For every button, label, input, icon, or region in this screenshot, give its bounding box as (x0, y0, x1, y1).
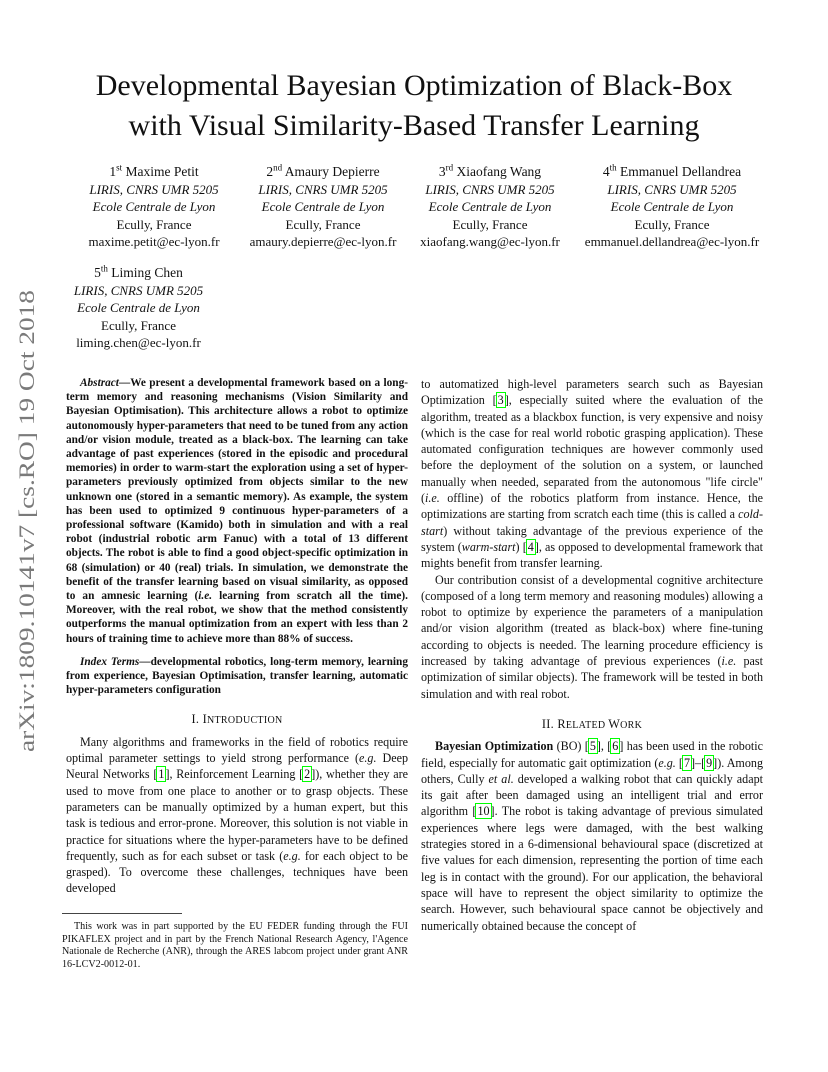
text-run-italic: i.e. (425, 491, 440, 506)
text-run-italic: i.e. (721, 654, 737, 669)
author-location: Ecully, France (452, 216, 528, 232)
author-block-3 (407, 163, 573, 251)
funding-footnote: This work was in part supported by the EU FEDER funding through the FUI PIKAFLEX project and in part by the French National Research Agency, l'Agence Nationale de Recherche (ANR), through the ARES labcom project under grant ANR 16-LCV2-0012-01. (62, 921, 408, 971)
arxiv-identifier-stamp[interactable] (8, 290, 44, 755)
text-run-italic: e.g. (283, 848, 301, 863)
text-run-italic: cold-start (421, 507, 763, 538)
author-email[interactable]: emmanuel.dellandrea@ec-lyon.fr (584, 234, 760, 249)
text-run: ], especially suited where the evaluation of the algorithm, treated as a blackbox function, is very expensive and noisy (which is the case for real world robotic grasping application). These automated configuration techniques are however commonly used before the deployment of the solution on a system, or launched manually when needed, separated from the autonomous "life circle" ( (421, 393, 763, 506)
right-paragraph-2 (421, 572, 763, 702)
citation-link-2[interactable]: 2 (304, 767, 311, 782)
author-block-1 (69, 163, 239, 251)
citation-link-9[interactable]: 9 (706, 755, 713, 770)
text-run: [ (675, 755, 683, 770)
author-name: Amaury Depierre (284, 164, 380, 179)
author-institution: Ecole Centrale de Lyon (92, 199, 216, 214)
text-run: past optimization of similar objects). The framework will be tested in both simulation and with real robot. (421, 654, 763, 701)
author-affiliation: LIRIS, CNRS UMR 5205 (73, 282, 204, 298)
right-paragraph-3 (421, 738, 763, 934)
author-ordinal: 4 (602, 164, 610, 179)
text-run-italic: et al. (488, 771, 514, 786)
abstract-label: Abstract (80, 377, 119, 389)
text-run: ], [ (596, 739, 612, 754)
author-institution: Ecole Centrale de Lyon (261, 199, 385, 214)
text-run: ]–[ (691, 755, 706, 770)
text-run: ] has been used in the robotic field, especially for automatic gait optimization ( (421, 739, 763, 770)
author-name: Emmanuel Dellandrea (620, 164, 742, 179)
text-run: (BO) [ (553, 739, 589, 754)
text-run: ]), whether they are used to move from one place to another or to grasp objects. These parameters can be manually optimized by a human expert, but this task is tedious and error-prone. Moreover, this solution is not viable in practice for situations where the hyper-parameters have to be defined frequently, such as for each subset or task ( (66, 767, 408, 863)
citation-link-5[interactable]: 5 (589, 739, 596, 754)
right-column (421, 376, 763, 934)
text-run: ) [ (515, 539, 527, 554)
text-run: developed a walking robot that can quickly adapt its gait after been damaged using an intelligent trial and error algorithm [ (421, 771, 763, 819)
author-institution: Ecole Centrale de Lyon (428, 199, 552, 214)
citation-link-4[interactable]: 4 (527, 539, 534, 554)
author-ordinal: 3 (438, 164, 446, 179)
text-run: ) without taking advantage of the previous experience of the system ( (421, 523, 763, 554)
arxiv-id-text: arXiv:1809.10141v7 [cs.RO] 19 Oct 2018 (14, 380, 39, 752)
author-affiliation: LIRIS, CNRS UMR 5205 (425, 181, 555, 197)
author-ordinal-suffix: th (609, 162, 617, 173)
author-location: Ecully, France (285, 216, 361, 232)
text-run: offline) of the robotics platform from instance. Hence, the optimizations are starting from scratch each time (this is called a (421, 491, 763, 522)
citation-link-1[interactable]: 1 (158, 767, 165, 782)
section-title-cap: W (608, 716, 621, 731)
section-title: NTRODUCTION (207, 715, 283, 727)
author-name: Liming Chen (111, 265, 183, 280)
text-run: ]. The robot is taking advantage of previous simulated experiences where legs were damaged, with the best walking strategies stored in a 6-dimensional behavioural space (discretized at five values for each dimension, representing the portion of time each leg is in contact with the ground). For our application, the behavioral space will have to represent the object similarity to optimize the search. However, such behavioural space cannot be objectively and numerically obtained because the concept of (421, 804, 763, 933)
citation-link-3[interactable]: 3 (497, 393, 504, 408)
author-ordinal-suffix: rd (445, 162, 454, 173)
author-block-2 (239, 163, 407, 251)
author-name: Maxime Petit (125, 164, 199, 179)
index-terms-text: —developmental robotics, long-term memory, learning from experience, Bayesian Optimisation, transfer learning, automatic hyper-parameters configuration (66, 655, 408, 697)
section-heading-introduction (66, 711, 408, 729)
section-title-end: ORK (620, 719, 643, 731)
citation-link-7[interactable]: 7 (683, 755, 691, 770)
author-ordinal: 5 (94, 265, 101, 280)
section-number: II. R (541, 716, 566, 731)
left-column (66, 376, 408, 897)
author-affiliation: LIRIS, CNRS UMR 5205 (607, 181, 737, 197)
arxiv-stamp-svg (8, 290, 44, 755)
author-email[interactable]: xiaofang.wang@ec-lyon.fr (420, 234, 560, 249)
author-location: Ecully, France (101, 317, 176, 333)
section-heading-related-work (421, 716, 763, 734)
author-block-5 (60, 264, 217, 352)
text-run: ], as opposed to developmental framework that mights benefit from transfer learning. (421, 539, 763, 571)
author-affiliation: LIRIS, CNRS UMR 5205 (258, 181, 388, 197)
text-run-italic: e.g. (359, 751, 377, 766)
citation-link-10[interactable]: 10 (477, 804, 490, 819)
author-name: Xiaofang Wang (456, 164, 542, 179)
author-ordinal: 2 (266, 164, 274, 179)
footnote-rule (62, 913, 182, 914)
abstract-text-end: learning from scratch all the time). Moreover, with the real robot, we show that the method consistently outperforms the manual optimization from an expert with less than 2 hours of training time to achieve more than 88% of success. (66, 590, 408, 645)
text-run: ]). Among others, Cully (421, 755, 763, 786)
author-location: Ecully, France (634, 216, 710, 232)
author-location: Ecully, France (116, 216, 192, 232)
title-line-1: Developmental Bayesian Optimization of Black-Box (95, 69, 733, 102)
author-ordinal-suffix: nd (273, 162, 283, 173)
author-ordinal: 1 (109, 164, 117, 179)
citation-link-6[interactable]: 6 (612, 739, 619, 754)
author-institution: Ecole Centrale de Lyon (77, 300, 200, 315)
text-run: to automatized high-level parameters search such as Bayesian Optimization [ (421, 377, 763, 408)
abstract-ie: i.e. (198, 590, 213, 603)
section-number: I. I (191, 712, 207, 727)
intro-paragraph (66, 734, 408, 897)
paper-title (40, 66, 788, 146)
text-run: Many algorithms and frameworks in the field of robotics require optimal parameter settings to yield strong performance ( (66, 734, 408, 766)
title-line-2: with Visual Similarity-Based Transfer Learning (128, 109, 700, 142)
section-title: ELATED (565, 719, 609, 731)
author-email[interactable]: liming.chen@ec-lyon.fr (76, 335, 201, 350)
author-block-4 (573, 163, 771, 251)
index-terms-label: Index Terms (80, 655, 140, 668)
abstract-text: —We present a developmental framework based on a long-term memory and reasoning mechanisms (Vision Similarity and Bayesian Optimisation). This architecture allows a robot to optimize autonomously hyper-parameters that need to be tuned from any action and/or vision module, treated as a black-box. The learning can take advantage of past experiences (stored in the episodic and procedural memories) in order to warm-start the exploration using a set of hyper-parameters previously optimized from objects similar to the new unknown one (stored in a semantic memory). As example, the system has been used to optimized 9 continuous hyper-parameters of a professional software (Kamido) both in simulation and with a real robot (industrial robotic arm Fanuc) with a total of 13 different objects. The robot is able to find a good object-specific optimization in 68 (simulation) or 40 (real) trials. In simulation, we demonstrate the benefit of the transfer learning based on visual similarity, as opposed to an amnesic learning ( (66, 377, 408, 603)
author-institution: Ecole Centrale de Lyon (610, 199, 734, 214)
text-run: Our contribution consist of a developmental cognitive architecture (composed of a long term memory and reasoning modules) allowing a robot to optimize by experience the parameters of a manipulation and/or vision algorithm (treated as black-box) where fine-tuning according to objects is needed. The learning procedure efficiency is increased by taking advantage of previous experiences ( (421, 572, 763, 669)
author-email[interactable]: amaury.depierre@ec-lyon.fr (249, 234, 397, 249)
text-run: for each object to be grasped). To overcome these challenges, techniques have been developed (66, 848, 408, 896)
author-ordinal-suffix: th (100, 263, 108, 274)
author-affiliation: LIRIS, CNRS UMR 5205 (89, 181, 219, 197)
author-email[interactable]: maxime.petit@ec-lyon.fr (88, 234, 220, 249)
right-paragraph-1 (421, 376, 763, 572)
run-in-heading: Bayesian Optimization (435, 739, 554, 754)
text-run: Deep Neural Networks [ (66, 751, 408, 782)
text-run-italic: warm-start (461, 539, 516, 554)
text-run-italic: e.g. (658, 755, 676, 770)
abstract (66, 376, 408, 646)
author-ordinal-suffix: st (116, 162, 123, 173)
index-terms (66, 655, 408, 698)
text-run: ], Reinforcement Learning [ (165, 767, 304, 782)
